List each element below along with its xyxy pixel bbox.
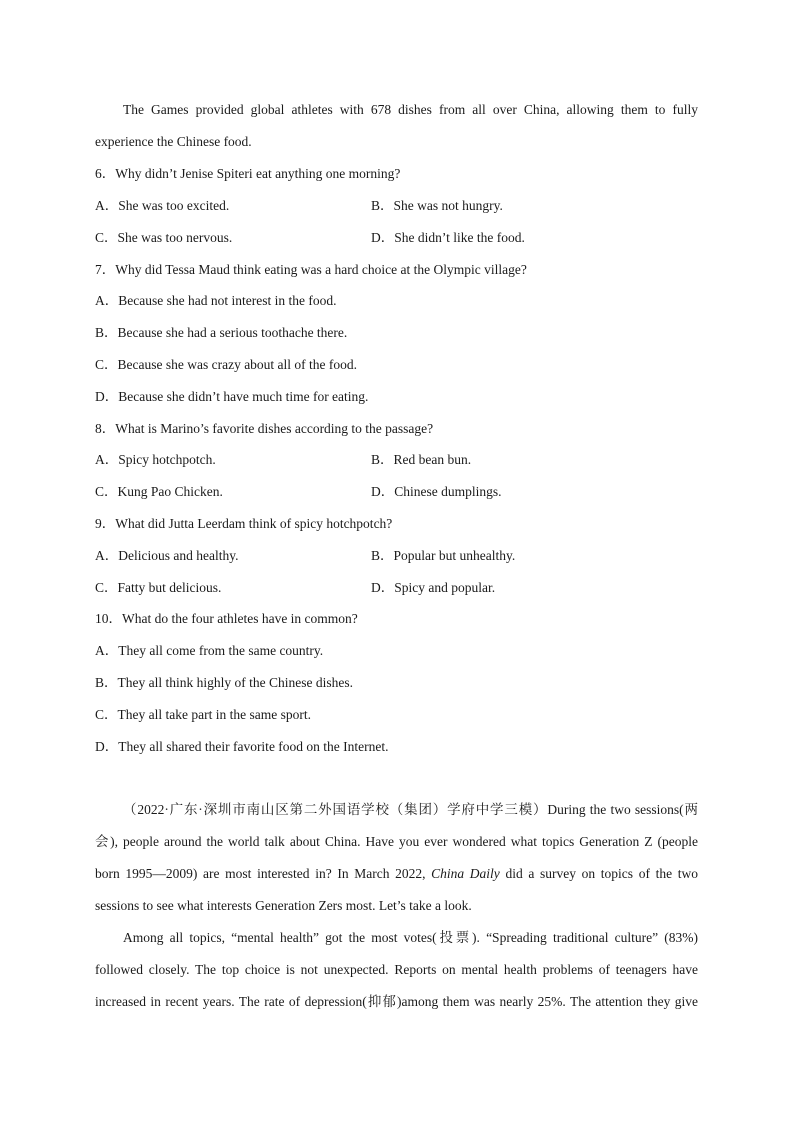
- question-9-option-b: B．Popular but unhealthy.: [371, 548, 516, 563]
- newspaper-name: China Daily: [431, 866, 500, 881]
- question-8-option-a: A．Spicy hotchpotch.: [95, 452, 216, 467]
- question-7-option-d: D．Because she didn’t have much time for eating.: [95, 389, 369, 404]
- intro-line-1: The Games provided global athletes with 678 dishes from all over China, allowing them to fully: [123, 102, 698, 117]
- question-10-option-c: C．They all take part in the same sport.: [95, 707, 311, 722]
- question-6-option-a: A．She was too excited.: [95, 198, 230, 213]
- question-8-option-c: C．Kung Pao Chicken.: [95, 484, 223, 499]
- question-10-option-b: B．They all think highly of the Chinese dishes.: [95, 675, 353, 690]
- passage-p2-line-3: increased in recent years. The rate of depression(抑郁)among them was nearly 25%. The attention they give: [95, 994, 698, 1009]
- passage-p1-line-2: 会), people around the world talk about China. Have you ever wondered what topics Generation Z (people: [95, 834, 698, 849]
- passage-p1-line-3-part-a: born 1995—2009) are most interested in? In March 2022,: [95, 866, 432, 881]
- question-10-option-a: A．They all come from the same country.: [95, 643, 324, 658]
- passage-p1-line-3: [95, 865, 698, 883]
- question-9-option-a: A．Delicious and healthy.: [95, 548, 239, 563]
- question-8-option-b: B．Red bean bun.: [371, 452, 472, 467]
- question-6-option-b: B．She was not hungry.: [371, 198, 503, 213]
- question-7-option-a: A．Because she had not interest in the food.: [95, 293, 337, 308]
- question-10-stem: 10．What do the four athletes have in common?: [95, 611, 358, 626]
- passage-p1-line-4: sessions to see what interests Generation Zers most. Let’s take a look.: [95, 898, 472, 913]
- question-8-stem: 8．What is Marino’s favorite dishes according to the passage?: [95, 421, 434, 436]
- passage-p1-line-3-part-b: did a survey on topics of the two: [499, 866, 698, 881]
- question-7-option-c: C．Because she was crazy about all of the food.: [95, 357, 358, 372]
- question-10-option-d: D．They all shared their favorite food on the Internet.: [95, 739, 389, 754]
- passage-p1-line-1: （2022·广东·深圳市南山区第二外国语学校（集团）学府中学三模）During the two sessions(两: [123, 802, 698, 817]
- question-9-option-c: C．Fatty but delicious.: [95, 580, 222, 595]
- question-6-option-c: C．She was too nervous.: [95, 230, 233, 245]
- question-9-option-d: D．Spicy and popular.: [371, 580, 496, 595]
- question-7-option-b: B．Because she had a serious toothache there.: [95, 325, 348, 340]
- question-6-option-d: D．She didn’t like the food.: [371, 230, 525, 245]
- intro-line-2: experience the Chinese food.: [95, 134, 252, 149]
- question-8-option-d: D．Chinese dumplings.: [371, 484, 502, 499]
- passage-p2-line-1: Among all topics, “mental health” got the most votes(投票). “Spreading traditional culture” (83%): [123, 930, 698, 945]
- passage-p2-line-2: followed closely. The top choice is not unexpected. Reports on mental health problems of teenagers have: [95, 962, 698, 977]
- question-9-stem: 9．What did Jutta Leerdam think of spicy hotchpotch?: [95, 516, 393, 531]
- question-7-stem: 7．Why did Tessa Maud think eating was a hard choice at the Olympic village?: [95, 262, 527, 277]
- question-6-stem: 6．Why didn’t Jenise Spiteri eat anything one morning?: [95, 166, 401, 181]
